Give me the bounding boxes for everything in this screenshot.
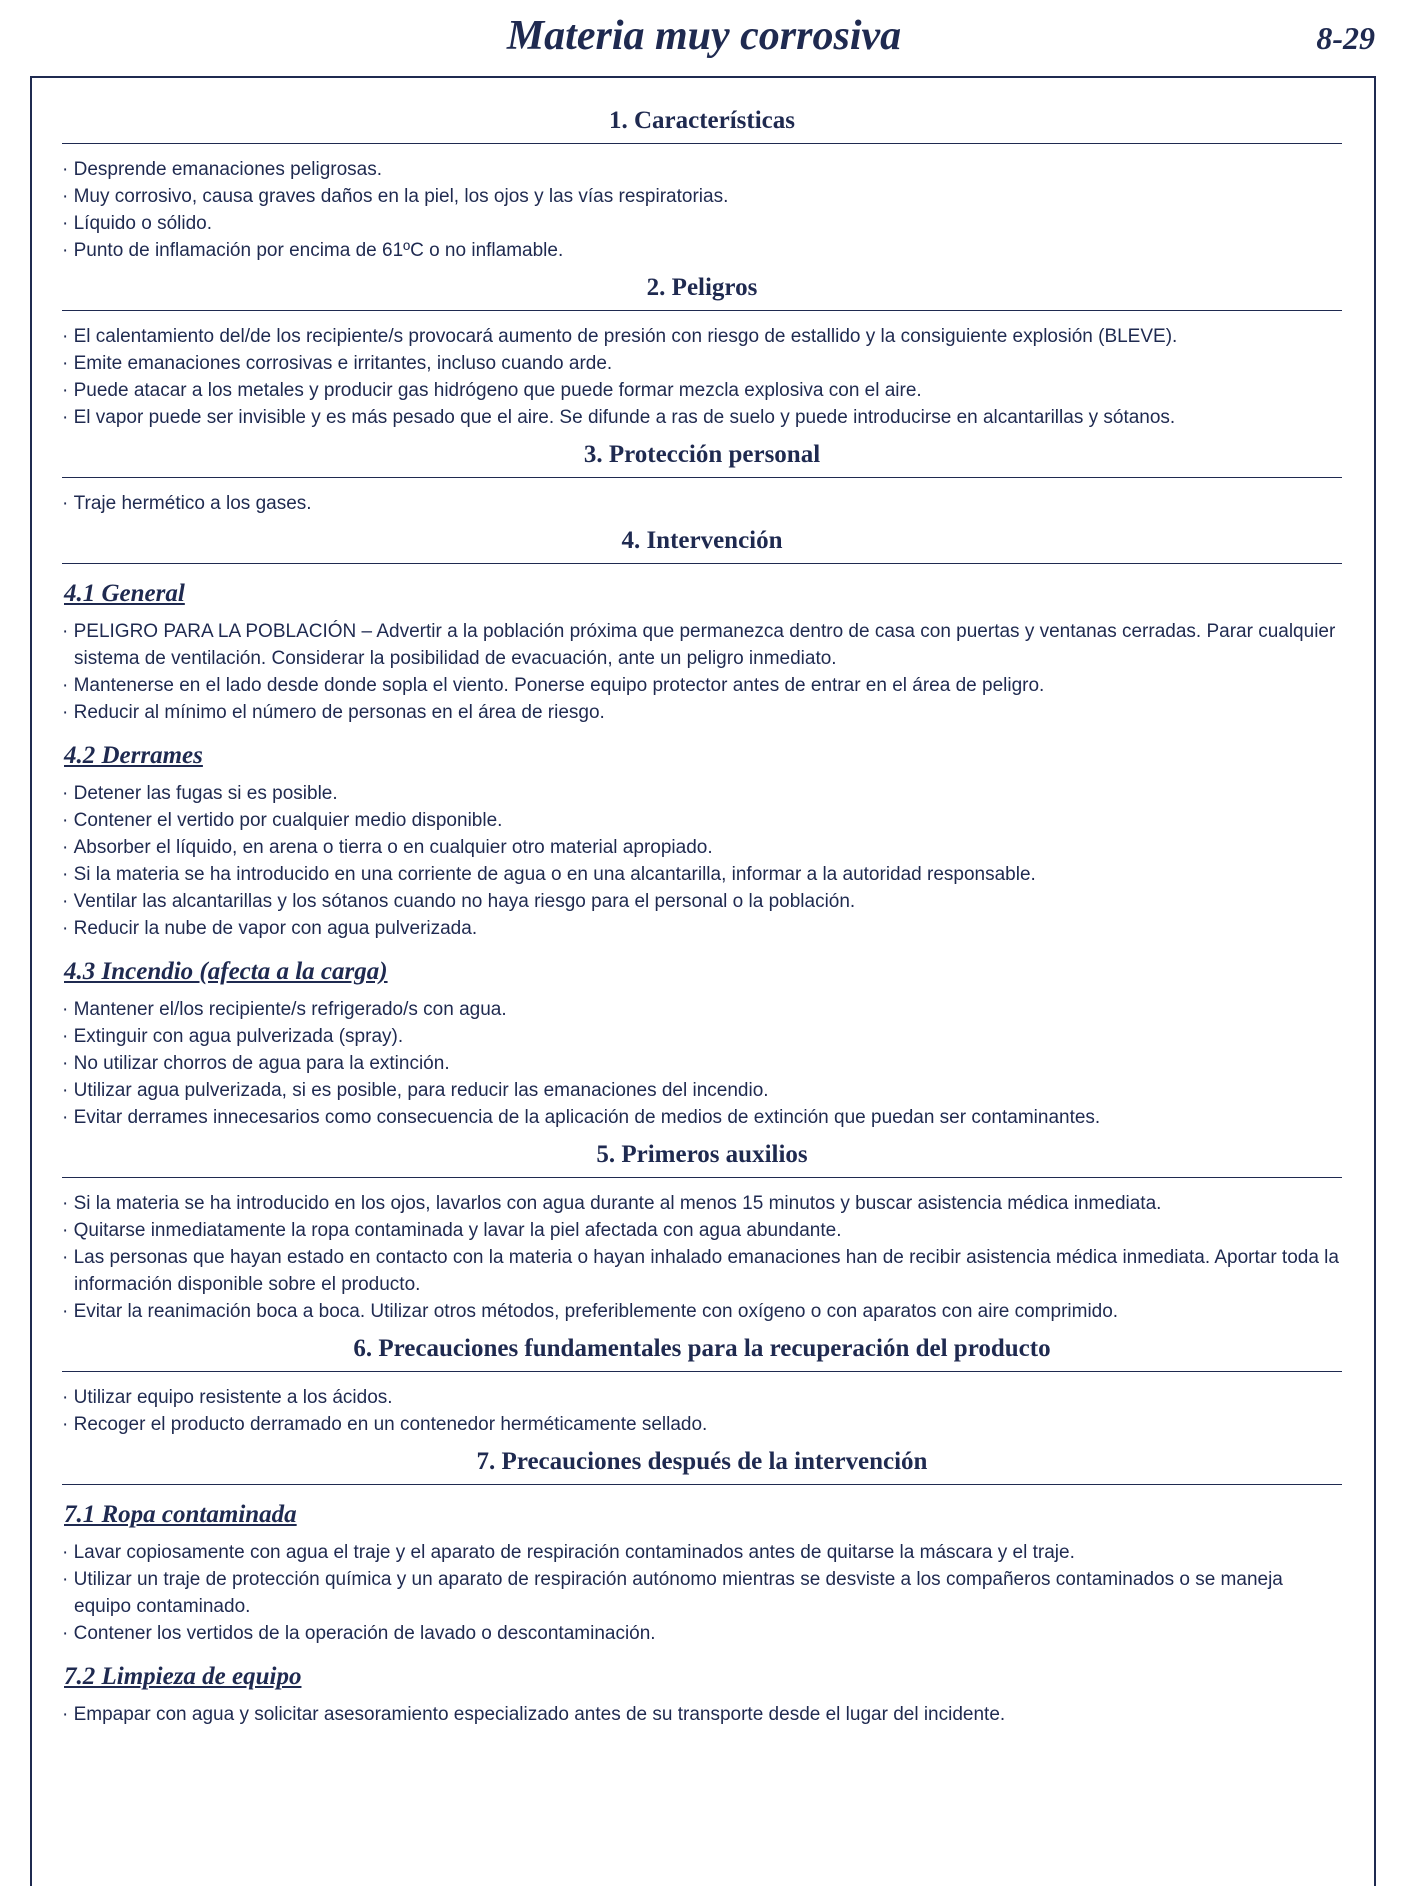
list-item: · Contener el vertido por cualquier medio disponible. — [62, 807, 1342, 834]
list-item: · Mantenerse en el lado desde donde sopla el viento. Ponerse equipo protector antes de entrar en el área de peligro. — [62, 672, 1342, 699]
section-heading-despues-intervencion: 7. Precauciones después de la intervención — [62, 1448, 1342, 1485]
primeros-auxilios-list — [62, 1190, 1342, 1325]
list-item: · Las personas que hayan estado en contacto con la materia o hayan inhalado emanaciones han de recibir asistencia médica inmediata. Aportar toda la información disponible sobre el producto. — [62, 1244, 1342, 1298]
subsection-heading-incendio: 4.3 Incendio (afecta a la carga) — [64, 958, 388, 985]
list-item: · El calentamiento del/de los recipiente/s provocará aumento de presión con riesgo de estallido y la consiguiente explosión (BLEVE). — [62, 323, 1342, 350]
subsection-heading-derrames: 4.2 Derrames — [64, 742, 203, 769]
list-item: · Traje hermético a los gases. — [62, 490, 1342, 517]
caracteristicas-list — [62, 156, 1342, 264]
subsection-heading-general: 4.1 General — [64, 580, 185, 607]
recuperacion-list — [62, 1384, 1342, 1438]
list-item: · Empapar con agua y solicitar asesoramiento especializado antes de su transporte desde el lugar del incidente. — [62, 1701, 1342, 1728]
list-item: · PELIGRO PARA LA POBLACIÓN – Advertir a la población próxima que permanezca dentro de casa con puertas y ventanas cerradas. Parar cualquier sistema de ventilación. Considerar la posibilidad de evacuación, ante un peligro inmediato. — [62, 618, 1342, 672]
subsection-heading-ropa-contaminada: 7.1 Ropa contaminada — [64, 1501, 297, 1528]
list-item: · Reducir al mínimo el número de personas en el área de riesgo. — [62, 699, 1342, 726]
list-item: · Utilizar un traje de protección química y un aparato de respiración autónomo mientras se desviste a los compañeros contaminados o se maneja equipo contaminado. — [62, 1566, 1342, 1620]
list-item: · Reducir la nube de vapor con agua pulverizada. — [62, 915, 1342, 942]
list-item: · Muy corrosivo, causa graves daños en la piel, los ojos y las vías respiratorias. — [62, 183, 1342, 210]
incendio-list — [62, 996, 1342, 1131]
list-item: · Evitar la reanimación boca a boca. Utilizar otros métodos, preferiblemente con oxígeno o con aparatos con aire comprimido. — [62, 1298, 1342, 1325]
section-heading-intervencion: 4. Intervención — [62, 527, 1342, 564]
list-item: · Contener los vertidos de la operación de lavado o descontaminación. — [62, 1620, 1342, 1647]
section-heading-peligros: 2. Peligros — [62, 274, 1342, 311]
section-heading-recuperacion: 6. Precauciones fundamentales para la recuperación del producto — [62, 1335, 1342, 1372]
list-item: · Detener las fugas si es posible. — [62, 780, 1342, 807]
ropa-contaminada-list — [62, 1539, 1342, 1647]
list-item: · No utilizar chorros de agua para la extinción. — [62, 1050, 1342, 1077]
peligros-list — [62, 323, 1342, 431]
list-item: · Utilizar agua pulverizada, si es posible, para reducir las emanaciones del incendio. — [62, 1077, 1342, 1104]
list-item: · Punto de inflamación por encima de 61ºC o no inflamable. — [62, 237, 1342, 264]
section-heading-primeros-auxilios: 5. Primeros auxilios — [62, 1141, 1342, 1178]
derrames-list — [62, 780, 1342, 942]
page-title: Materia muy corrosiva — [506, 13, 902, 59]
list-item: · Desprende emanaciones peligrosas. — [62, 156, 1342, 183]
list-item: · Emite emanaciones corrosivas e irritantes, incluso cuando arde. — [62, 350, 1342, 377]
list-item: · El vapor puede ser invisible y es más pesado que el aire. Se difunde a ras de suelo y puede introducirse en alcantarillas y sótanos. — [62, 404, 1342, 431]
list-item: · Si la materia se ha introducido en una corriente de agua o en una alcantarilla, informar a la autoridad responsable. — [62, 861, 1342, 888]
section-heading-caracteristicas: 1. Características — [62, 107, 1342, 144]
proteccion-list — [62, 490, 1342, 517]
list-item: · Líquido o sólido. — [62, 210, 1342, 237]
section-heading-proteccion-personal: 3. Protección personal — [62, 441, 1342, 478]
list-item: · Lavar copiosamente con agua el traje y el aparato de respiración contaminados antes de quitarse la máscara y el traje. — [62, 1539, 1342, 1566]
page-number: 8-29 — [1316, 20, 1375, 56]
limpieza-equipo-list — [62, 1701, 1342, 1728]
subsection-heading-limpieza-equipo: 7.2 Limpieza de equipo — [64, 1663, 302, 1690]
list-item: · Utilizar equipo resistente a los ácidos. — [62, 1384, 1342, 1411]
general-list — [62, 618, 1342, 726]
list-item: · Quitarse inmediatamente la ropa contaminada y lavar la piel afectada con agua abundante. — [62, 1217, 1342, 1244]
list-item: · Puede atacar a los metales y producir gas hidrógeno que puede formar mezcla explosiva con el aire. — [62, 377, 1342, 404]
list-item: · Extinguir con agua pulverizada (spray). — [62, 1023, 1342, 1050]
document-body — [62, 107, 1342, 1738]
list-item: · Evitar derrames innecesarios como consecuencia de la aplicación de medios de extinción que puedan ser contaminantes. — [62, 1104, 1342, 1131]
list-item: · Recoger el producto derramado en un contenedor herméticamente sellado. — [62, 1411, 1342, 1438]
list-item: · Absorber el líquido, en arena o tierra o en cualquier otro material apropiado. — [62, 834, 1342, 861]
list-item: · Mantener el/los recipiente/s refrigerado/s con agua. — [62, 996, 1342, 1023]
list-item: · Ventilar las alcantarillas y los sótanos cuando no haya riesgo para el personal o la población. — [62, 888, 1342, 915]
list-item: · Si la materia se ha introducido en los ojos, lavarlos con agua durante al menos 15 minutos y buscar asistencia médica inmediata. — [62, 1190, 1342, 1217]
